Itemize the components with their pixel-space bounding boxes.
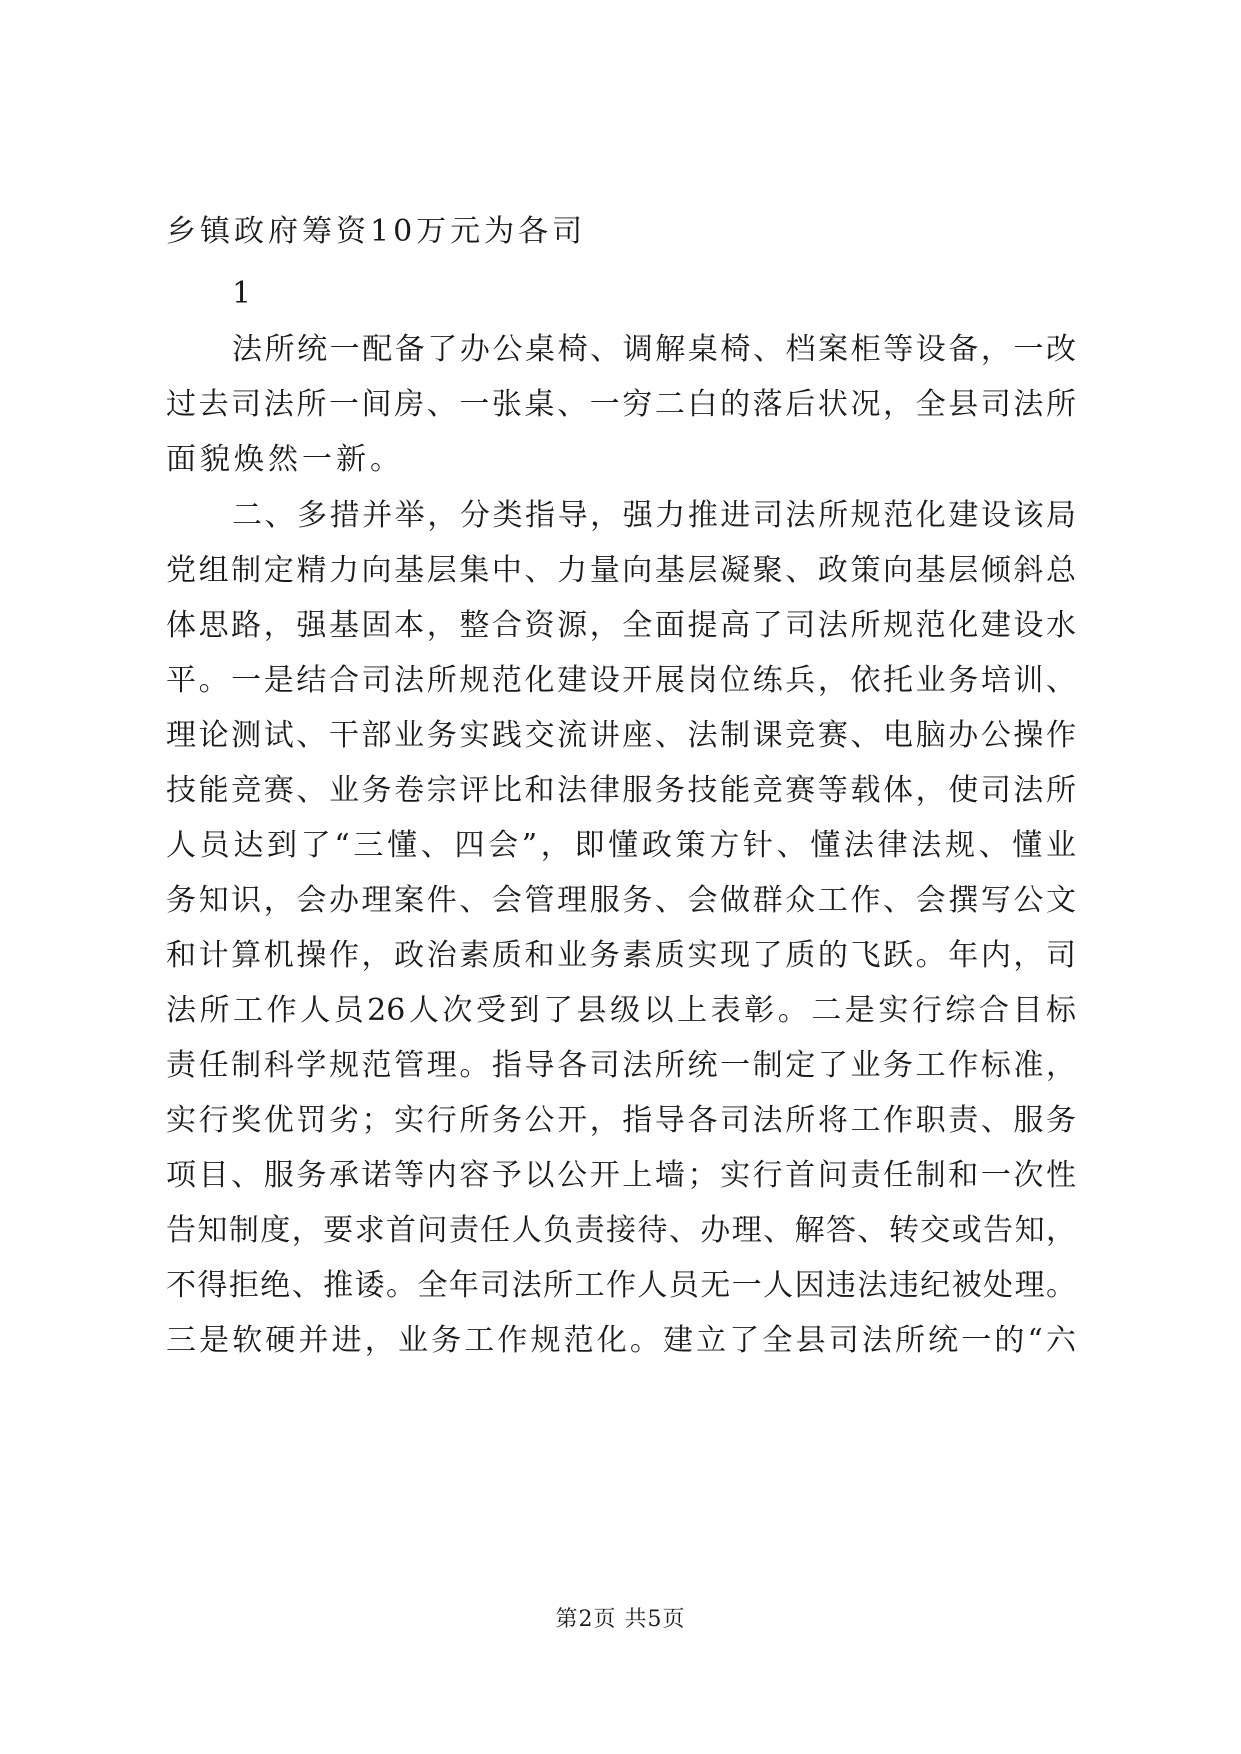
- paragraph-2-line-11: 责任制科学规范管理。指导各司法所统一制定了业务工作标准，: [166, 1048, 1076, 1083]
- paragraph-2-line-14: 告知制度，要求首问责任人负责接待、办理、解答、转交或告知，: [166, 1213, 1076, 1248]
- paragraph-1-line-1: 法所统一配备了办公桌椅、调解桌椅、档案柜等设备，一改: [232, 332, 1076, 367]
- page-footer: 第2页 共5页: [555, 1607, 686, 1632]
- paragraph-2-line-1: 二、多措并举，分类指导，强力推进司法所规范化建设该局: [232, 498, 1076, 533]
- paragraph-2-line-2: 党组制定精力向基层集中、力量向基层凝聚、政策向基层倾斜总: [166, 553, 1076, 588]
- paragraph-2-line-6: 技能竞赛、业务卷宗评比和法律服务技能竞赛等载体，使司法所: [166, 773, 1076, 808]
- paragraph-1-line-2: 过去司法所一间房、一张桌、一穷二白的落后状况，全县司法所: [166, 387, 1076, 422]
- page-marker: 1: [232, 276, 256, 311]
- paragraph-2-line-7: 人员达到了“三懂、四会”，即懂政策方针、懂法律法规、懂业: [166, 828, 1076, 863]
- paragraph-2-line-13: 项目、服务承诺等内容予以公开上墙；实行首问责任制和一次性: [166, 1158, 1076, 1193]
- paragraph-2-line-5: 理论测试、干部业务实践交流讲座、法制课竞赛、电脑办公操作: [166, 718, 1076, 753]
- paragraph-2-line-16: 三是软硬并进，业务工作规范化。建立了全县司法所统一的“六: [166, 1323, 1076, 1358]
- paragraph-2-line-3: 体思路，强基固本，整合资源，全面提高了司法所规范化建设水: [166, 608, 1076, 643]
- top-line: 乡镇政府筹资10万元为各司: [166, 214, 587, 249]
- paragraph-2-line-12: 实行奖优罚劣；实行所务公开，指导各司法所将工作职责、服务: [166, 1103, 1076, 1138]
- paragraph-2-line-8: 务知识，会办理案件、会管理服务、会做群众工作、会撰写公文: [166, 883, 1076, 918]
- paragraph-2-line-15: 不得拒绝、推诿。全年司法所工作人员无一人因违法违纪被处理。: [166, 1268, 1076, 1303]
- paragraph-1-line-3: 面貌焕然一新。: [166, 442, 404, 477]
- paragraph-2-line-9: 和计算机操作，政治素质和业务素质实现了质的飞跃。年内，司: [166, 938, 1076, 973]
- paragraph-2-line-4: 平。一是结合司法所规范化建设开展岗位练兵，依托业务培训、: [166, 663, 1076, 698]
- paragraph-2-line-10: 法所工作人员26人次受到了县级以上表彰。二是实行综合目标: [166, 993, 1076, 1028]
